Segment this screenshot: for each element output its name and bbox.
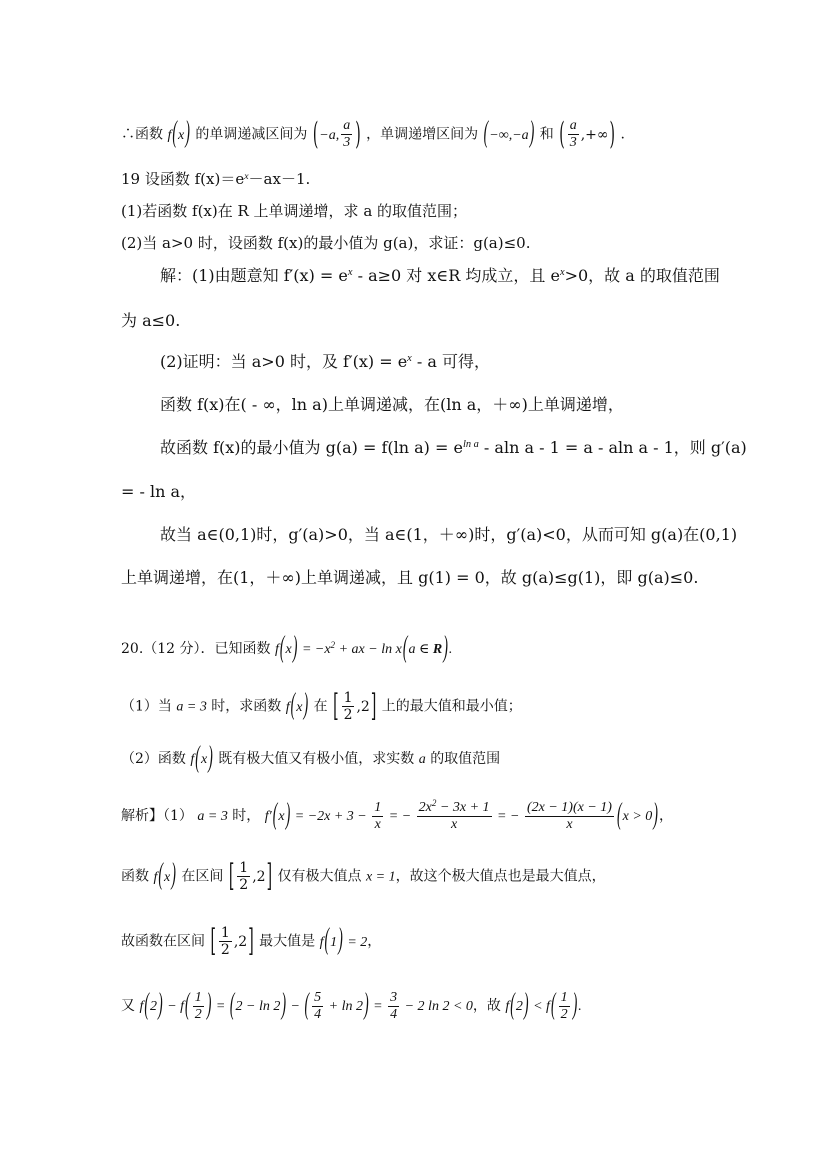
sol3-line: 函数 f(x)在( - ∞，ln a)上单调递减，在(ln a，＋∞)上单调递增， bbox=[160, 395, 624, 414]
sol1-line: 解：(1)由题意知 $f'(x) = e^x - a\ge 0$ 对 x∈R 均成立，且 $e^x>0$，故 a 的取值范围 bbox=[160, 266, 720, 285]
q19-part1: (1)若函数 f(x)在 R 上单调递增，求 a 的取值范围； bbox=[121, 202, 468, 220]
q19-title: 19 设函数 $f(x)=e^x-ax-1$. bbox=[121, 170, 311, 188]
result-line-3: 又 f(2) − f( $\frac{1}{2}$ ) = (2 − ln 2) − ( $\frac{5}{4}$ + ln 2) = $\frac{3}{4}$ − 2 ln 2 < 0，故 f(2) < f( $\frac{1}{2}$ ). bbox=[121, 988, 582, 1023]
q20-part1: （1）当 a = 3 时，求函数 f(x) 在 [ $\frac{1}{2}$ ,2] 上的最大值和最小值； bbox=[121, 688, 522, 725]
result-line-1: 函数 f(x) 在区间 [ $\frac{1}{2}$ ,2] 仅有极大值点 x = 1，故这个极大值点也是最大值点， bbox=[121, 858, 606, 895]
sol4-line: 故函数 f(x)的最小值为 g(a) = f(ln $a) = e^{ln a} - aln$ a - 1 = a - aln a - 1，则 g′(a) bbox=[160, 438, 747, 457]
sol1-cont: 为 a≤0. bbox=[121, 311, 181, 330]
sol2-line: (2)证明：当 a>0 时，及 $f'(x) = e^x - a$ 可得， bbox=[160, 352, 491, 371]
math-derivative: f′(x) = −2x + 3 − $\frac{1}{x}$ = − $\frac{2x^2 - 3x + 1}{x}$ = − $\frac{(2x - 1)(x - 1)}{x}$ (x > 0) bbox=[264, 798, 658, 833]
math-interval-inc2: ( $\frac{a}{3}$ ,+∞) bbox=[559, 116, 616, 153]
sol7-line: 上单调递增，在(1，＋∞)上单调递减，且 g(1) = 0，故 g(a)≤g(1)，即 g(a)≤0. bbox=[121, 568, 699, 587]
q20-part2: （2）函数 f(x) 既有极大值又有极小值，求实数 a 的取值范围 bbox=[121, 742, 501, 776]
sol5-line: = - ln a， bbox=[121, 482, 197, 501]
math-comparison: f(2) − f( $\frac{1}{2}$ ) = (2 − ln 2) − ( $\frac{5}{4}$ + ln 2) = $\frac{3}{4}$ − 2 ln 2 < 0 bbox=[139, 988, 473, 1023]
q20-title: 20.（12 分）．已知函数 $f(x) = -x^2$ + ax − ln x(a ∈ R). bbox=[121, 632, 453, 666]
math-interval: [ $\frac{1}{2}$ ,2] bbox=[333, 688, 377, 725]
line-monotonic-intervals: ∴函数 f(x) 的单调递减区间为 (−a, $\frac{a}{3}$ ) ，单调递增区间为 (−∞,−a) 和 ( $\frac{a}{3}$ ,+∞) . bbox=[121, 116, 625, 153]
q19-part2: (2)当 a>0 时，设函数 f(x)的最小值为 g(a)，求证：g(a)≤0. bbox=[121, 234, 531, 252]
math-interval-dec: (−a, $\frac{a}{3}$ ) bbox=[312, 116, 361, 153]
analysis-line: 解析】（1） a = 3 时， f′(x) = −2x + 3 − $\frac{1}{x}$ = − $\frac{2x^2 - 3x + 1}{x}$ = − $\frac{(2x - 1)(x - 1)}{x}$ (x > 0)， bbox=[121, 798, 673, 833]
math-q20-function: $f(x) = -x^2$ + ax − ln x(a ∈ R). bbox=[274, 632, 453, 666]
sol6-line: 故当 a∈(0,1)时，g′(a)>0，当 a∈(1，＋∞)时，g′(a)<0，从而可知 g(a)在(0,1) bbox=[160, 525, 738, 544]
math-interval-inc1: (−∞,−a) bbox=[483, 117, 535, 151]
result-line-2: 故函数在区间 [ $\frac{1}{2}$ ,2] 最大值是 f(1) = 2， bbox=[121, 923, 382, 960]
math-f-x: f(x) bbox=[167, 117, 190, 151]
